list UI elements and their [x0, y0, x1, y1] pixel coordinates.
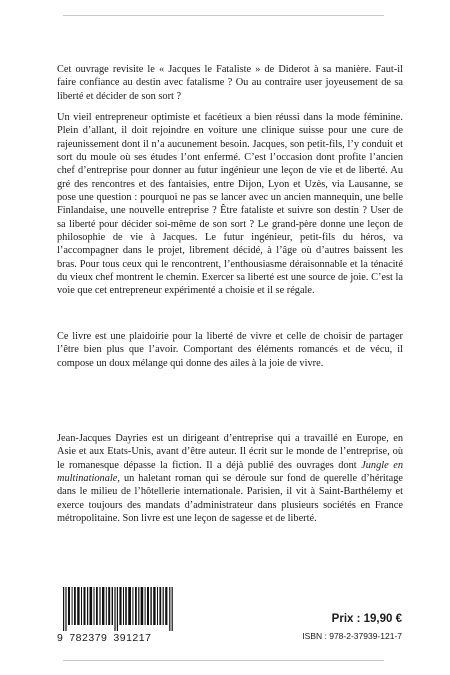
barcode-digit-first: 9	[57, 632, 64, 644]
barcode-digits-group-1: 782379	[69, 632, 108, 644]
price: Prix : 19,90 €	[331, 613, 402, 625]
barcode-bars	[63, 587, 175, 631]
price-block	[292, 613, 402, 625]
bottom-divider	[63, 660, 384, 661]
bio-text-end: , un haletant roman qui se déroule sur fond de querelle d’héritage dans le milieu de l’hôtellerie internationale. Parisien, il vit à Saint-Barthélemy et exerce toujours des mandats d’administrateur dans plusieurs sociétés en France métropolitaine. Son livre est une leçon de sagesse et de liberté.	[57, 473, 403, 525]
author-bio-text	[57, 432, 403, 525]
closing-paragraph	[57, 330, 403, 370]
closing-text: Ce livre est une plaidoirie pour la liberté de vivre et celle de choisir de partager l’être bien plus que l’avoir. Comportant des éléments romancés et de vécu, il compose un doux mélange qui donne des ailes à la joie de vivre.	[57, 331, 403, 369]
synopsis-paragraph	[57, 111, 403, 298]
barcode-digits-group-2: 391217	[113, 632, 152, 644]
intro-paragraph	[57, 63, 403, 103]
top-divider	[63, 15, 384, 16]
isbn: ISBN : 978-2-37939-121-7	[302, 631, 402, 641]
barcode-digits	[57, 632, 181, 644]
intro-text: Cet ouvrage revisite le « Jacques le Fataliste » de Diderot à sa manière. Faut-il faire confiance au destin avec fatalisme ? Ou au contraire user joyeusement de sa liberté et décider de son sort ?	[57, 64, 403, 102]
book-title: Jungle en multinationale	[57, 459, 404, 485]
synopsis-text: Un vieil entrepreneur optimiste et facétieux a bien réussi dans la mode féminine. Plein d’allant, il doit rejoindre en voiture une clinique suisse pour une cure de rajeunissement dont il n’a aucunement besoin. Jacques, son petit-fils, l’y conduit et sort du moule où ses études l’ont enfermé. C’est l’occasion dont profite l’ancien chef d’entreprise pour donner au futur ingénieur une leçon de vie et de liberté. Au gré des rencontres et des fantaisies, entre Dijon, Lyon et Uzès, via Lausanne, se pose une question : pourquoi ne pas se lancer avec un ancien mannequin, une belle Finlandaise, une nouvelle entreprise ? Être fataliste et suivre son destin ? User de sa liberté pour décider soi-même de son sort ? Le grand-père donne une leçon de philosophie de vie à Jacques. Le futur ingénieur, petit-fils du héros, va l’accompagner dans le projet, librement décidé, à l’âge où d’autres baissent les bras. Pour tous ceux qui le rencontrent, l’enthousiasme déraisonnable et la ténacité du vieux chef montrent le chemin. Exercer sa liberté est une source de joie. C’est la voie que cet entrepreneur expérimenté a choisie et il se régale.	[57, 112, 403, 297]
author-bio	[57, 432, 403, 525]
barcode	[57, 585, 177, 645]
bio-text-start: Jean-Jacques Dayries est un dirigeant d’entreprise qui a travaillé en Europe, en Asie et aux Etats-Unis, avant d’être auteur. Il écrit sur le monde de l’entreprise, où le romanesque dépasse la fiction. Il a déjà publié des ouvrages dont	[57, 433, 403, 471]
